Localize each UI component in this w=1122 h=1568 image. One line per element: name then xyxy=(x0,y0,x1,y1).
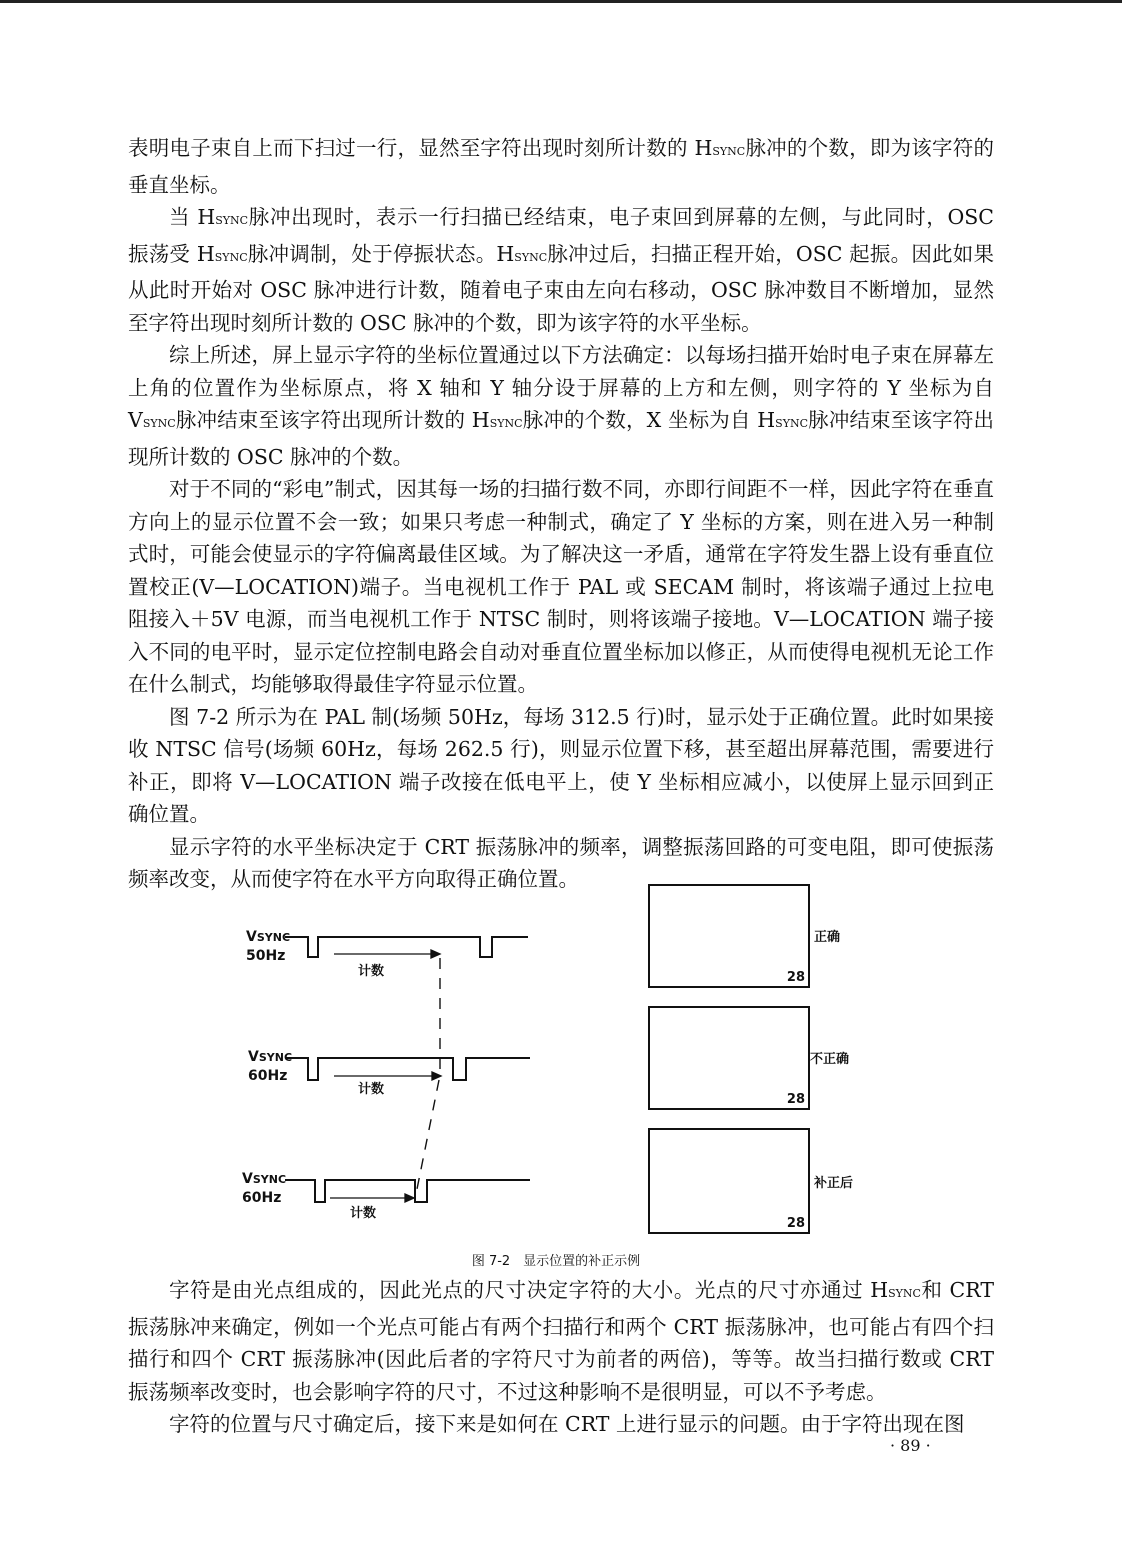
screen-number: 28 xyxy=(786,970,805,985)
waveform-3-label: VSYNC 60Hz xyxy=(242,1171,287,1206)
waveform-1-label: VSYNC 50Hz xyxy=(246,929,291,964)
count-label-1: 计数 xyxy=(358,964,385,979)
paragraph-p3: 综上所述，屏上显示字符的坐标位置通过以下方法确定：以每场扫描开始时电子束在屏幕左上角的位置作为坐标原点，将 X 轴和 Y 轴分设于屏幕的上方和左侧，则字符的 Y 坐标为自 VSYNC脉冲结束至该字符出现所计数的 HSYNC脉冲的个数，X 坐标为自 HSYNC脉冲结束至该字符出现所计数的 OSC 脉冲的个数。 xyxy=(128,343,994,469)
figure-caption: 图 7-2 显示位置的补正示例 xyxy=(471,1254,641,1269)
count-label-2: 计数 xyxy=(358,1082,385,1097)
screen-number: 28 xyxy=(786,1092,805,1107)
paragraph-p2: 当 HSYNC脉冲出现时，表示一行扫描已经结束，电子束回到屏幕的左侧，与此同时，OSC 振荡受 HSYNC脉冲调制，处于停振状态。HSYNC脉冲过后，扫描正程开始，OSC 起振。因此如果从此时开始对 OSC 脉冲进行计数，随着电子束由左向右移动，OSC 脉冲数目不断增加，显然至字符出现时刻所计数的 OSC 脉冲的个数，即为该字符的水平坐标。 xyxy=(128,205,994,335)
figure-7-2 xyxy=(230,880,880,1240)
body-text-top xyxy=(128,132,994,896)
body-text-bottom xyxy=(128,1274,994,1441)
waveform-2-label: VSYNC 60Hz xyxy=(248,1049,293,1084)
count-label-3: 计数 xyxy=(350,1206,377,1221)
paragraph-p6: 显示字符的水平坐标决定于 CRT 振荡脉冲的频率，调整振荡回路的可变电阻，即可使振荡频率改变，从而使字符在水平方向取得正确位置。 xyxy=(128,834,994,891)
screen-label-incorrect: 不正确 xyxy=(810,1052,850,1067)
paragraph-p4: 对于不同的“彩电”制式，因其每一场的扫描行数不同，亦即行间距不一样，因此字符在垂直方向上的显示位置不会一致；如果只考虑一种制式，确定了 Y 坐标的方案，则在进入另一种制式时，可能会使显示的字符偏离最佳区域。为了解决这一矛盾，通常在字符发生器上设有垂直位置校正(V—LOCATION)端子。当电视机工作于 PAL 或 SECAM 制时，将该端子通过上拉电阻接入＋5V 电源，而当电视机工作于 NTSC 制时，则将该端子接地。V—LOCATION 端子接入不同的电平时，显示定位控制电路会自动对垂直位置坐标加以修正，从而使得电视机无论工作在什么制式，均能够取得最佳字符显示位置。 xyxy=(128,477,994,696)
screen-correct xyxy=(648,884,810,988)
screen-corrected xyxy=(648,1128,810,1234)
paragraph-p1: 表明电子束自上而下扫过一行，显然至字符出现时刻所计数的 HSYNC脉冲的个数，即为该字符的垂直坐标。 xyxy=(128,136,994,197)
top-rule xyxy=(0,0,1122,3)
screen-label-correct: 正确 xyxy=(814,930,841,945)
screen-incorrect xyxy=(648,1006,810,1110)
paragraph-p5: 图 7-2 所示为在 PAL 制(场频 50Hz，每场 312.5 行)时，显示处于正确位置。此时如果接收 NTSC 信号(场频 60Hz，每场 262.5 行)，则显示位置下移，甚至超出屏幕范围，需要进行补正，即将 V—LOCATION 端子改接在低电平上，使 Y 坐标相应减小，以使屏上显示回到正确位置。 xyxy=(128,704,994,826)
page-number: · 89 · xyxy=(890,1436,931,1455)
screen-number: 28 xyxy=(786,1216,805,1231)
vsync-60hz-waveform xyxy=(285,1058,530,1080)
paragraph-p8: 字符的位置与尺寸确定后，接下来是如何在 CRT 上进行显示的问题。由于字符出现在图 xyxy=(169,1412,965,1436)
paragraph-p7: 字符是由光点组成的，因此光点的尺寸决定字符的大小。光点的尺寸亦通过 HSYNC和 CRT 振荡脉冲来确定，例如一个光点可能占有两个扫描行和两个 CRT 振荡脉冲，也可能占有四个扫描行和四个 CRT 振荡脉冲(因此后者的字符尺寸为前者的两倍)，等等。故当扫描行数或 CRT 振荡频率改变时，也会影响字符的尺寸，不过这种影响不是很明显，可以不予考虑。 xyxy=(128,1278,994,1404)
screen-label-corrected: 补正后 xyxy=(814,1176,854,1191)
